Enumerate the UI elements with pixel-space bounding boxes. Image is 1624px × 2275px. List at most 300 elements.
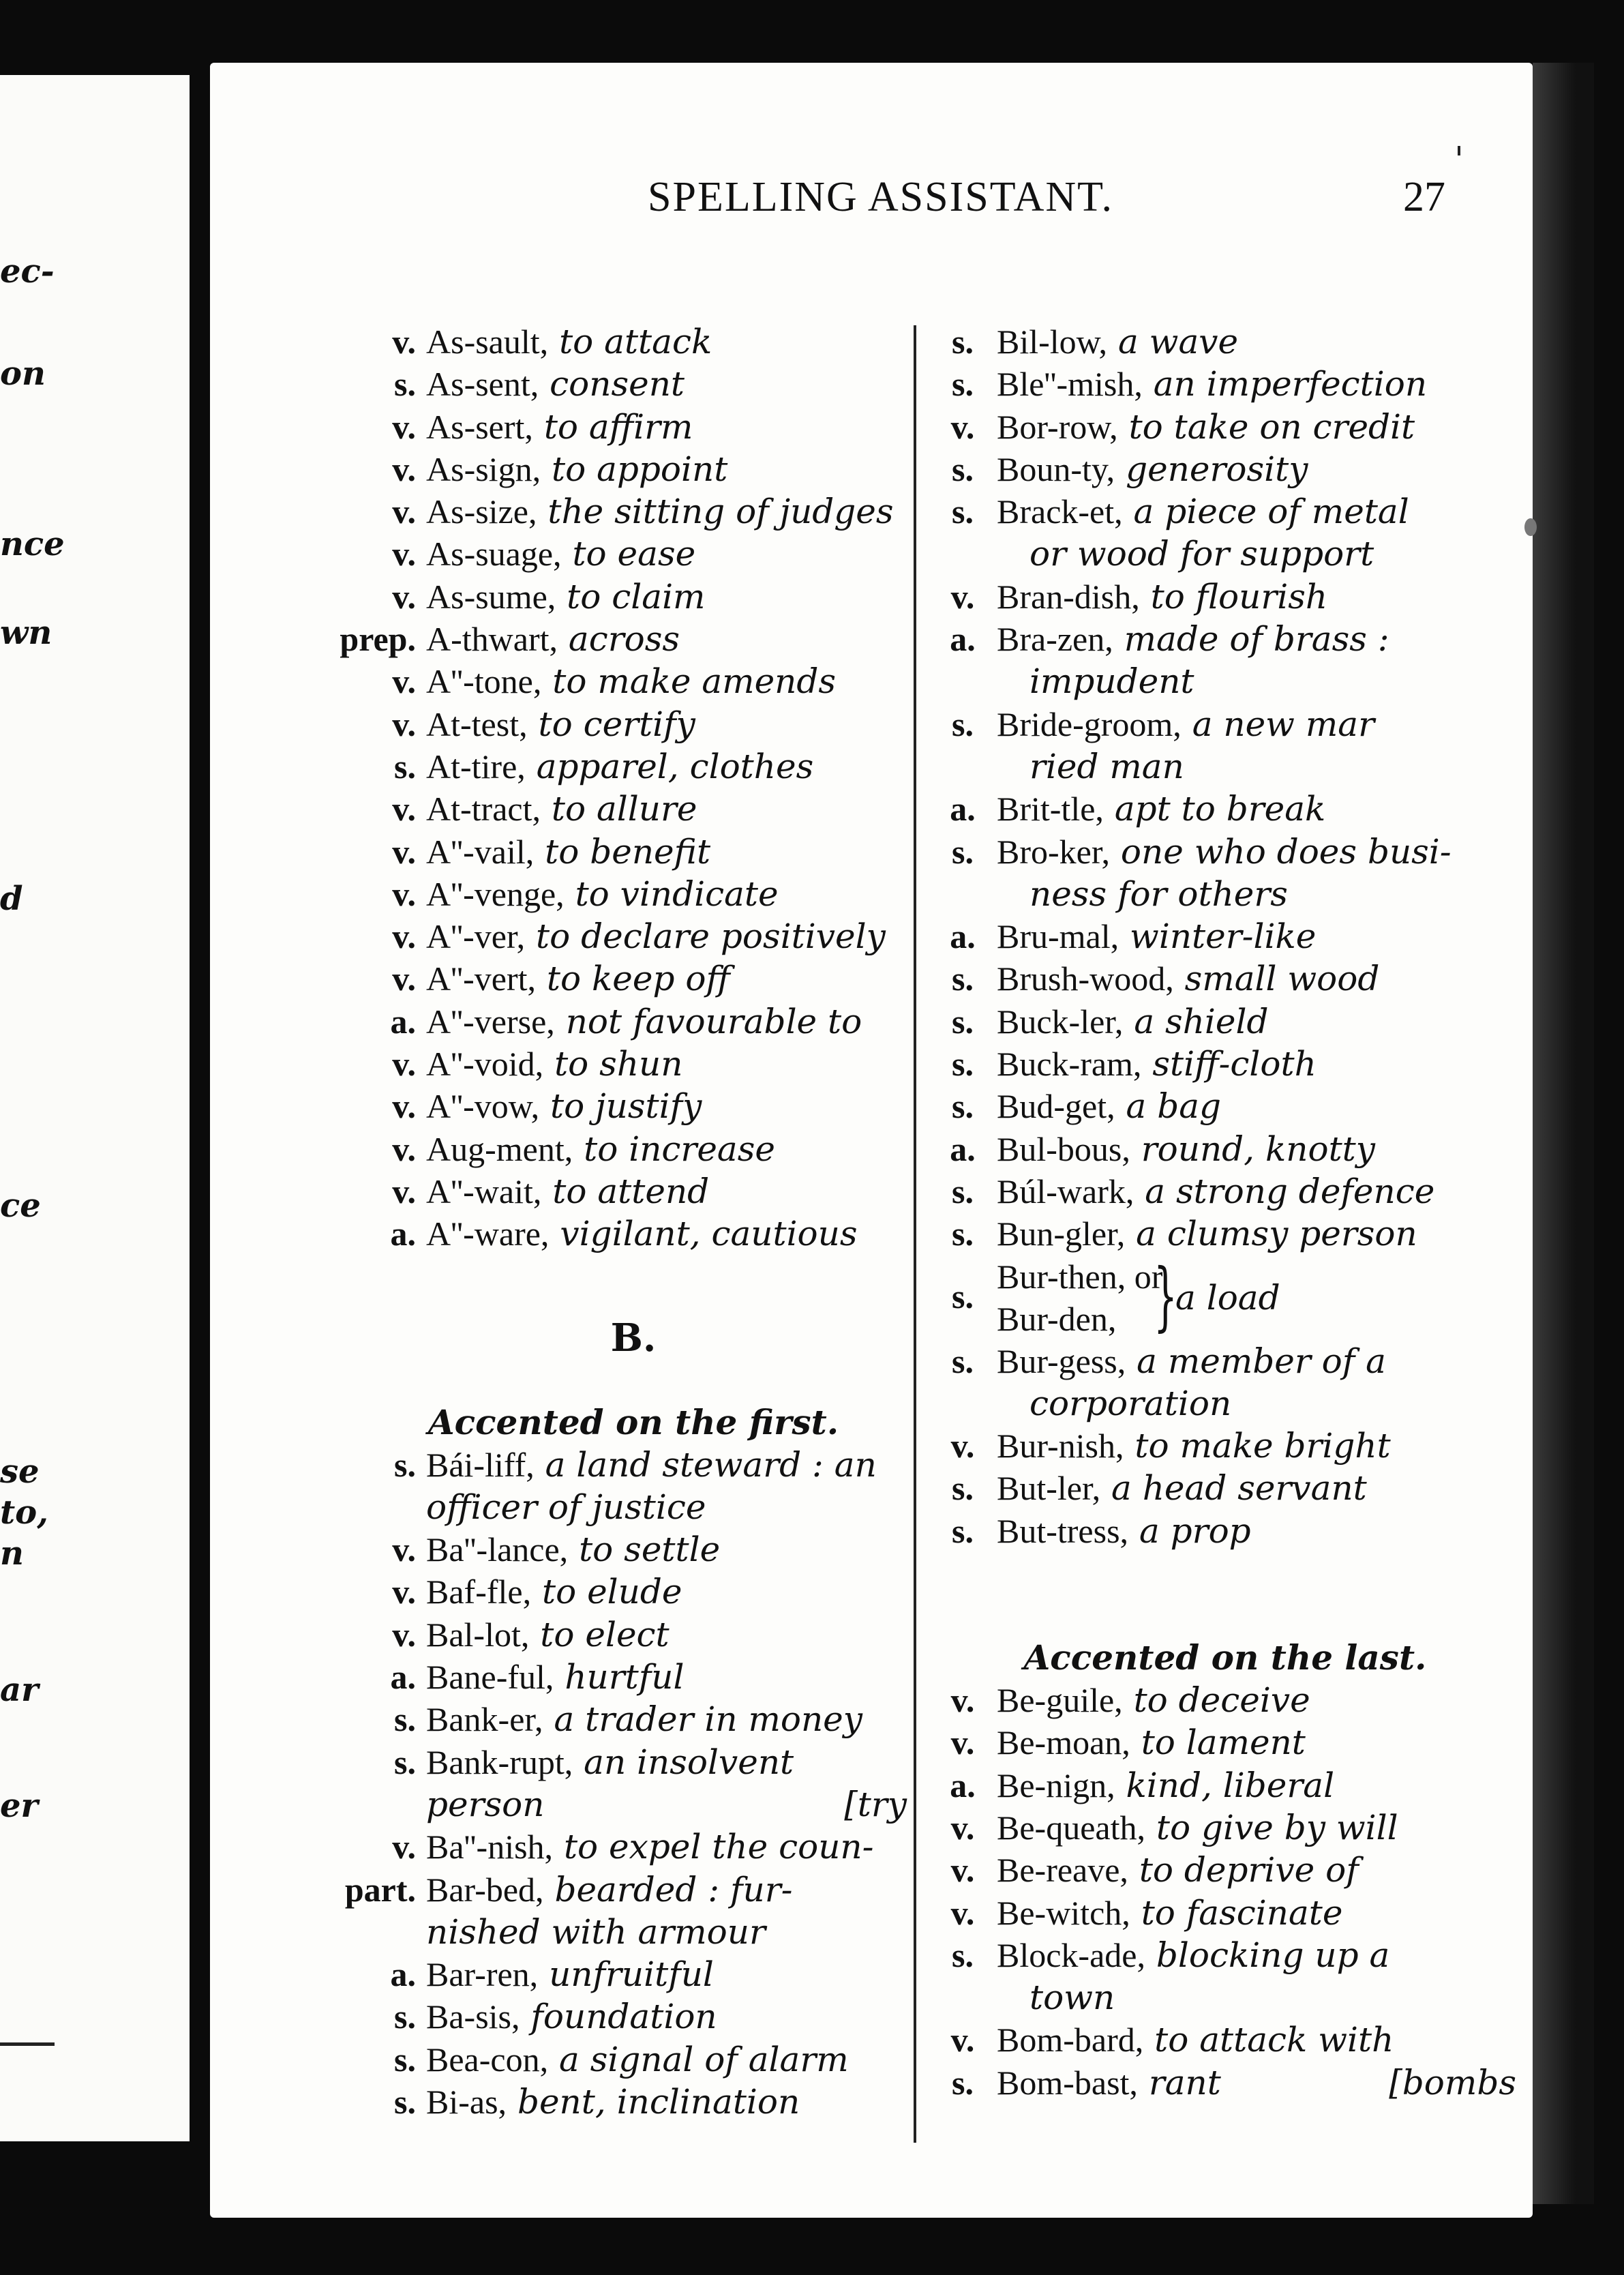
part-of-speech: s. [952,1002,974,1041]
previous-page-fragment: on [0,355,46,393]
definition: to deceive [1133,1680,1310,1721]
part-of-speech: v. [392,1045,416,1084]
entry-text [426,2081,800,2123]
part-of-speech: v. [392,1615,416,1654]
headword: Be-witch, [997,1893,1130,1932]
headword: Be-reave, [997,1851,1128,1890]
definition: to flourish [1150,576,1328,616]
headword: Bom-bast, [997,2063,1138,2102]
entry-continuation-line [929,1976,1522,2019]
headword: But-ler, [997,1469,1101,1508]
definition: to expel the coun- [563,1827,874,1867]
headword: A''-venge, [426,874,565,913]
headword: Block-ade, [997,1935,1145,1974]
previous-page-fragment: ce [0,1187,41,1225]
headword: As-sume, [426,577,556,616]
entry-line [929,1467,1522,1509]
entry-text [997,1085,1221,1127]
part-of-speech: a. [390,1002,416,1041]
headword: Bride-groom, [997,704,1182,743]
headword: Aug-ment, [426,1129,573,1168]
entry-continuation-line [355,1911,912,1953]
definition: to make amends [552,661,837,702]
braced-entry [929,1251,1522,1340]
part-of-speech: prep. [340,620,416,659]
definition: not favourable to [565,1001,862,1041]
part-of-speech: s. [394,2082,416,2121]
entry-text [997,1510,1251,1552]
part-of-speech: s. [952,2063,974,2102]
definition-continued: impudent [1029,661,1194,702]
headword: A-thwart, [426,620,558,659]
entry-text [997,618,1389,660]
page-blemish [1524,518,1537,536]
headword: Buck-ler, [997,1002,1124,1041]
definition: consent [550,364,685,404]
headword: Bun-gler, [997,1215,1126,1253]
headword: A''-wait, [426,1172,542,1210]
entry-text [997,788,1325,830]
headword: Bar-ren, [426,1955,539,1994]
part-of-speech: v. [392,407,416,446]
definition: kind, liberal [1126,1765,1335,1805]
entry-line [344,1869,912,1911]
entry-line [355,1614,912,1656]
entry-line [929,1510,1522,1552]
entry-line [355,448,912,490]
definition: to lament [1141,1723,1306,1763]
part-of-speech: a. [950,917,976,956]
entry-line [355,576,912,618]
definition: to elect [540,1614,670,1654]
carryover-word: [bombs [1389,2062,1516,2102]
headword: A''-vail, [426,832,535,871]
headword: A''-ware, [426,1215,550,1253]
entry-line [929,1085,1522,1127]
definition: a piece of metal [1133,492,1409,532]
part-of-speech: v. [392,449,416,488]
definition: generosity [1126,449,1308,489]
definition: to fascinate [1141,1892,1343,1933]
part-of-speech: s. [394,1445,416,1484]
part-of-speech: v. [392,1530,416,1569]
entry-text [426,2038,849,2081]
definition: to deprive of [1139,1850,1359,1890]
part-of-speech: v. [392,577,416,616]
definition: to give by will [1156,1807,1398,1847]
previous-page-fragment: ec- [0,252,55,291]
part-of-speech: a. [950,790,976,829]
definition: a head servant [1111,1468,1367,1508]
part-of-speech: s. [394,747,416,786]
definition: to settle [579,1530,721,1570]
headword: Be-queath, [997,1808,1145,1847]
entry-text [997,1934,1389,1976]
part-of-speech: s. [952,1172,974,1210]
entry-line [355,660,912,702]
part-of-speech: v. [392,492,416,531]
part-of-speech: v. [392,790,416,829]
entry-line [929,788,1522,830]
previous-page-fragment: ar [0,1671,39,1709]
entry-text [426,1043,682,1085]
entry-text [997,576,1327,618]
headword: Ble''-mish, [997,365,1143,404]
definition: to vindicate [575,874,779,914]
definition-continued: town [1029,1978,1115,2018]
definition: to shun [554,1044,683,1084]
definition: to increase [584,1129,775,1169]
definition: a land steward : an [545,1444,877,1485]
headword: Bil-low, [997,323,1108,361]
entry-line [929,448,1522,490]
entry-line [355,1444,912,1486]
entry-line [929,1892,1522,1934]
previous-page-edge [0,75,190,2141]
headword: As-sert, [426,407,533,446]
definition: a signal of alarm [558,2039,849,2079]
headword: Buck-ram, [997,1045,1142,1084]
previous-page-fragment: d [0,880,23,918]
headword: Bane-ful, [426,1658,554,1697]
definition: one who does busi- [1120,831,1452,872]
definition: vigilant, cautious [560,1214,858,1254]
entry-text [426,576,705,618]
entry-text [426,915,886,957]
definition: to elude [541,1572,682,1612]
entry-text [997,1721,1306,1764]
entry-text [997,2019,1394,2061]
entry-continuation-line [929,873,1522,915]
part-of-speech: a. [390,1215,416,1253]
entry-text [997,1849,1359,1891]
part-of-speech: v. [950,1893,975,1932]
part-of-speech: s. [952,1087,974,1126]
headword: At-tract, [426,790,541,829]
entry-text [997,363,1427,405]
left-column [340,321,912,2123]
part-of-speech: s. [952,1511,974,1550]
entry-text [997,1170,1434,1213]
definition: unfruitful [549,1954,714,1995]
previous-page-fragment: nce [0,525,65,563]
entry-line [355,831,912,873]
entry-line [929,1806,1522,1849]
entry-text [997,1467,1367,1509]
entry-text [426,1000,862,1043]
part-of-speech: s. [952,1277,974,1315]
entry-text [426,1444,877,1486]
entry-line [929,576,1522,618]
previous-page-fragment: se [0,1453,40,1491]
entry-text [426,1614,670,1656]
part-of-speech: v. [950,1808,975,1847]
part-of-speech: v. [392,1129,416,1168]
entry-line [355,1826,912,1868]
definition-continued: person [426,1784,545,1824]
letter-heading: B. [610,1315,657,1360]
headword: Bal-lot, [426,1615,530,1654]
entry-line [355,490,912,533]
definition: a strong defence [1145,1171,1435,1211]
entry-line [929,1721,1522,1764]
headword: Bái-liff, [426,1445,535,1484]
entry-text [426,745,813,788]
headword: Bank-rupt, [426,1742,573,1781]
section-subheading-line [929,1552,1522,1679]
headword: A''-void, [426,1045,544,1084]
definition-continued: ried man [1029,746,1184,786]
entry-line [929,915,1522,957]
entry-line [355,703,912,745]
definition: a member of a [1137,1341,1386,1381]
definition: apt to break [1114,789,1326,829]
part-of-speech: s. [952,960,974,998]
previous-page-fragment: n [0,1534,24,1573]
part-of-speech: s. [952,1341,974,1380]
entry-text [426,873,779,915]
headword: As-sign, [426,449,541,488]
definition-continued: or wood for support [1029,534,1374,574]
definition: to allure [551,789,697,829]
definition: a trader in money [554,1699,862,1740]
entry-text [426,1698,862,1740]
headword: As-suage, [426,535,562,574]
part-of-speech: v. [950,1723,975,1762]
part-of-speech: s. [394,1700,416,1739]
entry-text [426,1528,720,1571]
entry-text [997,1340,1386,1382]
entry-line [929,618,1522,660]
part-of-speech: s. [952,1045,974,1084]
part-of-speech: s. [394,2040,416,2079]
entry-text [997,831,1452,873]
entry-text [426,363,685,405]
headword: Brack-et, [997,492,1123,531]
definition: foundation [530,1997,717,2037]
entry-line [929,2019,1522,2061]
entry-text [426,1571,682,1613]
entry-text [426,660,836,702]
entry-text [426,831,710,873]
definition: bent, inclination [517,2081,800,2122]
headword: Bank-er, [426,1700,543,1739]
entry-text [997,321,1238,363]
entry-line [355,1213,912,1255]
part-of-speech: v. [392,874,416,913]
entry-line [355,1128,912,1170]
entry-line [355,1995,912,2038]
definition: to declare positively [536,917,886,957]
entry-text [997,1425,1391,1467]
entry-line [355,2038,912,2081]
entry-continuation-line [355,1486,912,1528]
part-of-speech: v. [392,1172,416,1210]
entry-text [997,1000,1269,1043]
part-of-speech: v. [950,2021,975,2060]
definition: an imperfection [1153,364,1428,404]
part-of-speech: v. [950,1427,975,1466]
headword: As-sent, [426,365,539,404]
entry-text [426,1656,684,1698]
entry-text [426,788,697,830]
entry-text [426,1826,874,1868]
right-column [929,321,1522,2104]
part-of-speech: v. [392,832,416,871]
definition: hurtful [565,1657,685,1697]
entry-text [426,618,680,660]
part-of-speech: s. [952,323,974,361]
headword: A''-vow, [426,1087,540,1126]
entry-line [929,957,1522,1000]
brace-glyph: } [1154,1251,1177,1339]
part-of-speech: s. [952,449,974,488]
entry-line [355,873,912,915]
entry-text [997,406,1415,448]
page-number: 27 [1403,174,1445,220]
entry-text [426,1869,793,1911]
footnote-rule [0,2042,55,2046]
headword: Bran-dish, [997,577,1140,616]
definition: to benefit [545,831,711,872]
entry-text [997,2062,1221,2104]
headword: Bul-bous, [997,1129,1130,1168]
entry-line [340,618,912,660]
entry-text [426,1085,702,1127]
entry-text [997,1043,1317,1085]
part-of-speech: v. [392,662,416,701]
headword: Bar-bed, [426,1870,544,1909]
entry-line [929,321,1522,363]
headword: Bru-mal, [997,917,1119,956]
part-of-speech: s. [952,832,974,871]
headword: Bud-get, [997,1087,1115,1126]
headword: Ba''-nish, [426,1828,554,1867]
headword: Be-nign, [997,1766,1115,1804]
definition: to make bright [1134,1426,1391,1466]
entry-line [929,1764,1522,1806]
definition-continued: ness for others [1029,874,1288,914]
entry-line [929,1425,1522,1467]
entry-text [997,1213,1417,1255]
entry-line [355,1528,912,1571]
section-subheading-line [355,1359,912,1444]
definition: to attack [559,322,712,361]
headword: Bom-bard, [997,2021,1144,2060]
part-of-speech: v. [392,535,416,574]
letter-heading-line [355,1255,912,1359]
definition-continued: nished with armour [426,1912,766,1952]
definition: made of brass : [1124,619,1389,659]
definition: small wood [1184,959,1380,999]
entry-line [355,2081,912,2123]
entry-line [929,1849,1522,1891]
headword: Be-guile, [997,1681,1123,1720]
headword: Bur-gess, [997,1341,1126,1380]
part-of-speech: v. [392,1828,416,1867]
part-of-speech: s. [952,492,974,531]
entry-line [929,1000,1522,1043]
headword: At-test, [426,704,528,743]
definition: a new mar [1192,704,1374,744]
entry-line [929,1170,1522,1213]
entry-text [997,915,1316,957]
part-of-speech: v. [392,704,416,743]
entry-line [355,788,912,830]
part-of-speech: a. [950,1766,976,1804]
definition: winter-like [1130,917,1317,957]
entry-line [355,1656,912,1698]
definition: blocking up a [1156,1935,1390,1975]
entry-text [426,321,712,363]
previous-page-fragment: wn [0,614,52,652]
entry-text [997,1128,1375,1170]
headword: Bro-ker, [997,832,1110,871]
definition: to justify [550,1086,702,1127]
part-of-speech: v. [392,960,416,998]
ink-mark [1458,146,1460,155]
entry-continuation-line [929,660,1522,702]
entry-text [997,448,1308,490]
entry-text [997,1679,1310,1721]
entry-text [997,490,1409,533]
part-of-speech: s. [952,704,974,743]
entry-line [929,363,1522,405]
headword: At-tire, [426,747,526,786]
column-divider [914,325,916,2143]
part-of-speech: s. [394,1997,416,2036]
entry-line [355,1043,912,1085]
entry-line [929,1043,1522,1085]
entry-line [929,1340,1522,1382]
book-edge [1533,63,1594,2204]
headword: Bor-row, [997,407,1118,446]
part-of-speech: v. [950,1681,975,1720]
headword: Boun-ty, [997,449,1115,488]
entry-text [997,703,1374,745]
entry-line [355,321,912,363]
part-of-speech: a. [390,1955,416,1994]
part-of-speech: v. [950,407,975,446]
definition: to affirm [543,406,693,447]
headword: Bi-as, [426,2082,507,2121]
definition: to ease [572,534,696,574]
entry-line [929,1128,1522,1170]
entry-line [355,363,912,405]
part-of-speech: a. [950,620,976,659]
definition: a clumsy person [1136,1214,1417,1254]
headword: Bur-then, or [997,1257,1163,1296]
part-of-speech: s. [952,365,974,404]
definition: to attack with [1154,2020,1394,2060]
definition-continued: corporation [1029,1383,1232,1423]
entry-continuation-line [929,533,1522,575]
part-of-speech: a. [390,1658,416,1697]
entry-text [997,1806,1398,1849]
entry-text [426,406,693,448]
headword: Baf-fle, [426,1573,532,1611]
headword: A''-ver, [426,917,526,956]
definition: stiff-cloth [1152,1044,1317,1084]
entry-text [426,1953,714,1995]
entry-line [929,831,1522,873]
entry-line [355,1571,912,1613]
entry-line [929,2062,1522,2104]
entry-text [426,448,727,490]
entry-line [355,1741,912,1783]
headword: A''-vert, [426,960,537,998]
part-of-speech: v. [392,917,416,956]
